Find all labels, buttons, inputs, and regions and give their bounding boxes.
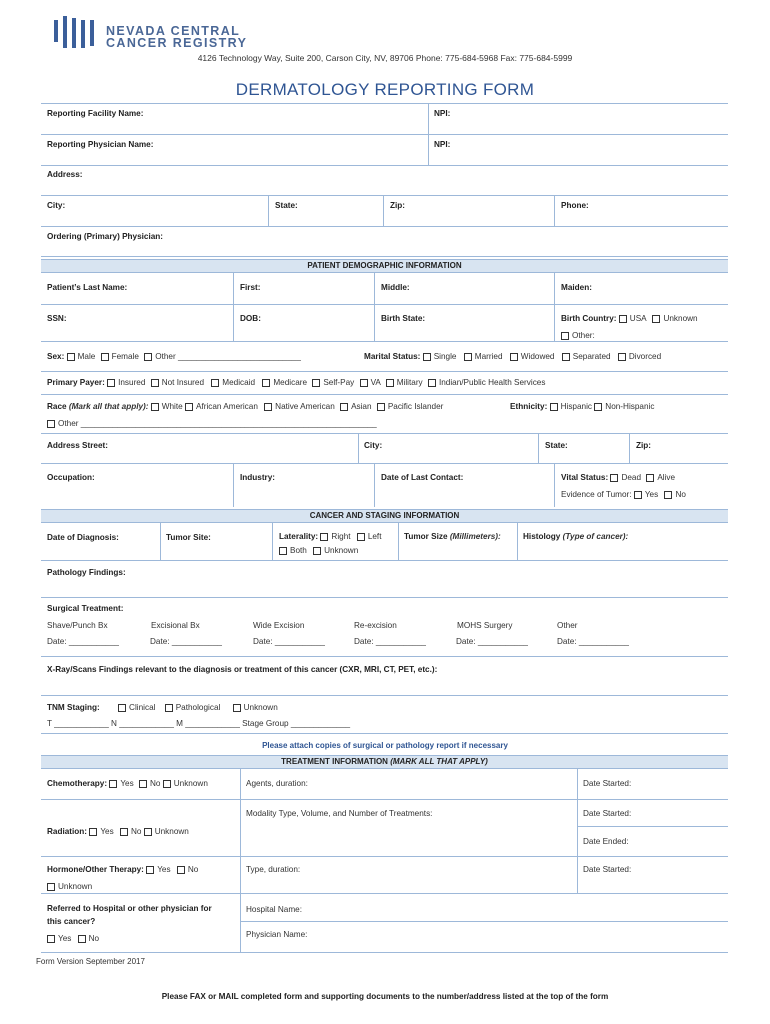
wide-excision-date-field[interactable]: Date: ___________: [253, 637, 325, 646]
referred-row: Yes No: [47, 934, 99, 943]
alive-checkbox[interactable]: [646, 474, 654, 482]
chemo-no-checkbox[interactable]: [139, 780, 147, 788]
referred-yes-checkbox[interactable]: [47, 935, 55, 943]
evidence-of-tumor-row: Evidence of Tumor: Yes No: [561, 490, 686, 499]
patient-state-field[interactable]: State:: [545, 441, 568, 450]
facility-zip-field[interactable]: Zip:: [390, 201, 406, 210]
patient-demographic-band: PATIENT DEMOGRAPHIC INFORMATION: [41, 259, 728, 273]
race-row: Race (Mark all that apply): White African American Native American Asian Pacific Islander: [47, 402, 444, 411]
race-label: Race: [47, 402, 67, 411]
birth-state-field[interactable]: Birth State:: [381, 314, 426, 323]
treatment-band-note: (MARK ALL THAT APPLY): [390, 757, 488, 766]
other-procedure-date-field[interactable]: Date: ___________: [557, 637, 629, 646]
sex-other-checkbox[interactable]: [144, 353, 152, 361]
facility-state-field[interactable]: State:: [275, 201, 298, 210]
birth-country-label: Birth Country:: [561, 314, 617, 323]
widowed-checkbox[interactable]: [510, 353, 518, 361]
tnm-staging-label: TNM Staging:: [47, 703, 100, 712]
treatment-band: [41, 755, 728, 769]
attach-report-note: Please attach copies of surgical or pathology report if necessary: [262, 741, 508, 750]
hormone-unknown-checkbox[interactable]: [47, 883, 55, 891]
hormone-no-checkbox[interactable]: [177, 866, 185, 874]
hispanic-checkbox[interactable]: [550, 403, 558, 411]
evidence-of-tumor-label: Evidence of Tumor:: [561, 490, 632, 499]
not-insured-checkbox[interactable]: [151, 379, 159, 387]
radiation-date-started-field[interactable]: Date Started:: [583, 809, 632, 818]
referred-question-line2: this cancer?: [47, 917, 96, 926]
chemo-yes-checkbox[interactable]: [109, 780, 117, 788]
chemotherapy-label: Chemotherapy:: [47, 779, 108, 788]
referred-question-line1: Referred to Hospital or other physician for: [47, 904, 212, 913]
birth-country-row: Birth Country: USA Unknown: [561, 314, 698, 323]
shave-punch-date-field[interactable]: Date: ___________: [47, 637, 119, 646]
primary-payer-label: Primary Payer:: [47, 378, 105, 387]
patient-middle-name-field[interactable]: Middle:: [381, 283, 410, 292]
re-excision-date-field[interactable]: Date: ___________: [354, 637, 426, 646]
race-note: (Mark all that apply):: [68, 402, 149, 411]
ethnicity-label: Ethnicity:: [510, 402, 548, 411]
registry-address: 4126 Technology Way, Suite 200, Carson City, NV, 89706 Phone: 775-684-5968 Fax: 775-684-5999: [197, 53, 573, 63]
birth-country-other-row: Other:: [561, 331, 595, 340]
facility-address-field[interactable]: Address:: [47, 170, 83, 179]
medicare-checkbox[interactable]: [262, 379, 270, 387]
form-version: Form Version September 2017: [36, 957, 145, 966]
dead-checkbox[interactable]: [610, 474, 618, 482]
indian-public-health-checkbox[interactable]: [428, 379, 436, 387]
divorced-checkbox[interactable]: [618, 353, 626, 361]
sex-label: Sex:: [47, 352, 65, 361]
medicaid-checkbox[interactable]: [211, 379, 219, 387]
procedure-re-excision: Re-excision: [354, 621, 397, 630]
facility-city-field[interactable]: City:: [47, 201, 66, 210]
vital-status-label: Vital Status:: [561, 473, 609, 482]
pathological-checkbox[interactable]: [165, 704, 173, 712]
evidence-no-checkbox[interactable]: [664, 491, 672, 499]
hormone-type-duration-field[interactable]: Type, duration:: [246, 865, 301, 874]
patient-maiden-name-field[interactable]: Maiden:: [561, 283, 592, 292]
histology-field[interactable]: Histology (Type of cancer):: [523, 532, 629, 541]
patient-address-street-field[interactable]: Address Street:: [47, 441, 108, 450]
mohs-date-field[interactable]: Date: ___________: [456, 637, 528, 646]
laterality-row: Laterality: Right Left: [279, 532, 382, 541]
cancer-staging-band: CANCER AND STAGING INFORMATION: [41, 509, 728, 523]
industry-field[interactable]: Industry:: [240, 473, 276, 482]
non-hispanic-checkbox[interactable]: [594, 403, 602, 411]
radiation-modality-field[interactable]: Modality Type, Volume, and Number of Treatments:: [246, 809, 433, 818]
female-checkbox[interactable]: [101, 353, 109, 361]
tnm-unknown-checkbox[interactable]: [233, 704, 241, 712]
patient-last-name-field[interactable]: Patient’s Last Name:: [47, 283, 128, 292]
both-checkbox[interactable]: [279, 547, 287, 555]
procedure-excisional: Excisional Bx: [151, 621, 200, 630]
procedure-mohs: MOHS Surgery: [457, 621, 513, 630]
ethnicity-row: Ethnicity: Hispanic Non-Hispanic: [510, 402, 655, 411]
evidence-yes-checkbox[interactable]: [634, 491, 642, 499]
logo-line1: NEVADA CENTRAL: [106, 24, 241, 38]
chemo-unknown-checkbox[interactable]: [163, 780, 171, 788]
vital-status-row: Vital Status: Dead Alive: [561, 473, 676, 482]
race-other-checkbox[interactable]: [47, 420, 55, 428]
african-american-checkbox[interactable]: [185, 403, 193, 411]
chemo-date-started-field[interactable]: Date Started:: [583, 779, 632, 788]
radiation-yes-checkbox[interactable]: [89, 828, 97, 836]
tumor-size-field[interactable]: Tumor Size (Millimeters):: [404, 532, 501, 541]
chemo-agents-field[interactable]: Agents, duration:: [246, 779, 308, 788]
radiation-date-ended-field[interactable]: Date Ended:: [583, 837, 629, 846]
hospital-name-field[interactable]: Hospital Name:: [246, 905, 302, 914]
insured-checkbox[interactable]: [107, 379, 115, 387]
laterality-unknown-checkbox[interactable]: [313, 547, 321, 555]
va-checkbox[interactable]: [360, 379, 368, 387]
marital-status-label: Marital Status:: [364, 352, 421, 361]
form-title: DERMATOLOGY REPORTING FORM: [235, 80, 535, 99]
birth-country-unknown-checkbox[interactable]: [652, 315, 660, 323]
procedure-other: Other: [557, 621, 578, 630]
military-checkbox[interactable]: [386, 379, 394, 387]
left-checkbox[interactable]: [357, 533, 365, 541]
pathology-findings-field[interactable]: Pathology Findings:: [47, 568, 126, 577]
birth-country-other-checkbox[interactable]: [561, 332, 569, 340]
procedure-shave-punch: Shave/Punch Bx: [47, 621, 108, 630]
laterality-row-2: Both Unknown: [279, 546, 358, 555]
ordering-physician-field[interactable]: Ordering (Primary) Physician:: [47, 232, 164, 241]
excisional-date-field[interactable]: Date: ___________: [150, 637, 222, 646]
native-american-checkbox[interactable]: [264, 403, 272, 411]
hormone-unknown-row: Unknown: [47, 882, 92, 891]
marital-status-row: Marital Status: Single Married Widowed Separated Divorced: [364, 352, 662, 361]
facility-phone-field[interactable]: Phone:: [561, 201, 589, 210]
radiation-row: Radiation: Yes No Unknown: [47, 827, 189, 836]
occupation-field[interactable]: Occupation:: [47, 473, 95, 482]
xray-scans-field[interactable]: X-Ray/Scans Findings relevant to the diagnosis or treatment of this cancer (CXR, MRI, CT, PET, etc.):: [47, 665, 438, 674]
asian-checkbox[interactable]: [340, 403, 348, 411]
patient-zip-field[interactable]: Zip:: [636, 441, 652, 450]
referral-physician-name-field[interactable]: Physician Name:: [246, 930, 308, 939]
dob-field[interactable]: DOB:: [240, 314, 261, 323]
race-other-row: Other _________________________________________________________________: [47, 419, 377, 428]
registry-logo-name: [106, 25, 247, 49]
ssn-field[interactable]: SSN:: [47, 314, 67, 323]
hormone-therapy-row: Hormone/Other Therapy: Yes No: [47, 865, 199, 874]
patient-city-field[interactable]: City:: [364, 441, 383, 450]
diagnosis-date-field[interactable]: Date of Diagnosis:: [47, 533, 119, 542]
chemotherapy-row: Chemotherapy: Yes No Unknown: [47, 779, 208, 788]
primary-payer-row: Primary Payer: Insured Not Insured Medicaid Medicare Self-Pay VA Military Indian/Public Health Services: [47, 378, 546, 387]
radiation-no-checkbox[interactable]: [120, 828, 128, 836]
radiation-label: Radiation:: [47, 827, 88, 836]
tnm-values-field[interactable]: T ____________ N ____________ M ____________ Stage Group _____________: [47, 719, 351, 728]
sex-row: Sex: Male Female Other ___________________________: [47, 352, 301, 361]
last-contact-field[interactable]: Date of Last Contact:: [381, 473, 464, 482]
radiation-unknown-checkbox[interactable]: [144, 828, 152, 836]
hormone-therapy-label: Hormone/Other Therapy:: [47, 865, 144, 874]
hormone-yes-checkbox[interactable]: [146, 866, 154, 874]
facility-name-field[interactable]: Reporting Facility Name:: [47, 109, 144, 118]
clinical-checkbox[interactable]: [118, 704, 126, 712]
self-pay-checkbox[interactable]: [312, 379, 320, 387]
usa-checkbox[interactable]: [619, 315, 627, 323]
referred-no-checkbox[interactable]: [78, 935, 86, 943]
tnm-staging-row: TNM Staging: Clinical Pathological Unknown: [47, 703, 278, 712]
registry-logo-icon: [54, 16, 98, 52]
male-checkbox[interactable]: [67, 353, 75, 361]
white-checkbox[interactable]: [151, 403, 159, 411]
facility-npi-field[interactable]: NPI:: [434, 109, 451, 118]
surgical-treatment-label: Surgical Treatment:: [47, 604, 124, 613]
single-checkbox[interactable]: [423, 353, 431, 361]
patient-first-name-field[interactable]: First:: [240, 283, 261, 292]
pacific-islander-checkbox[interactable]: [377, 403, 385, 411]
separated-checkbox[interactable]: [562, 353, 570, 361]
logo-line2: CANCER REGISTRY: [106, 36, 248, 50]
right-checkbox[interactable]: [320, 533, 328, 541]
married-checkbox[interactable]: [464, 353, 472, 361]
laterality-label: Laterality:: [279, 532, 319, 541]
hormone-date-started-field[interactable]: Date Started:: [583, 865, 632, 874]
treatment-band-title: TREATMENT INFORMATION: [281, 757, 388, 766]
tumor-site-field[interactable]: Tumor Site:: [166, 533, 211, 542]
fax-mail-instruction: Please FAX or MAIL completed form and supporting documents to the number/address listed at the top of the form: [161, 992, 609, 1001]
procedure-wide-excision: Wide Excision: [253, 621, 305, 630]
physician-npi-field[interactable]: NPI:: [434, 140, 451, 149]
physician-name-field[interactable]: Reporting Physician Name:: [47, 140, 154, 149]
